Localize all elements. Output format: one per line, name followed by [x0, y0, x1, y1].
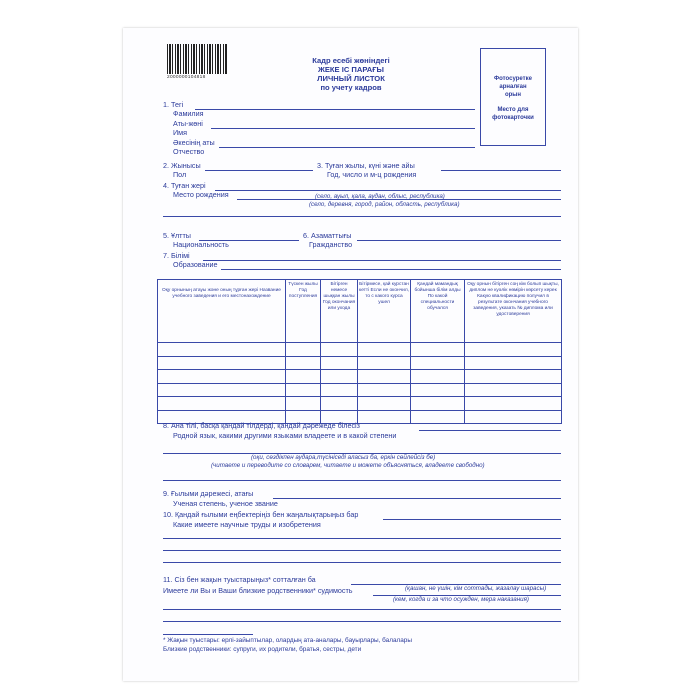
works-line-2[interactable]	[163, 538, 561, 539]
col-institution: Оқу орнының атауы және оның тұрған жері Название учебного заведения и его местонахождение	[158, 280, 286, 343]
field-nationality-ru: Национальность	[173, 240, 229, 249]
table-row[interactable]	[158, 397, 562, 411]
col-year-end: Бітірген немесе шыққан жылы Год окончания или ухода	[321, 280, 358, 343]
education-table-body	[158, 343, 562, 424]
footnote-ru: Близкие родственники: супруги, их родители, братья, сестры, дети	[163, 646, 362, 653]
barcode-bars	[167, 44, 227, 74]
name-line[interactable]	[211, 128, 475, 129]
section-11-kk: 11. Сіз бен жақын туыстарыңыз* сотталған ба	[163, 575, 316, 584]
section-11-hint-ru: (кем, когда и за что осужден, мера наказания)	[393, 596, 529, 603]
section-9-kk: 9. Ғылыми дәрежесі, атағы	[163, 489, 254, 498]
citizenship-line[interactable]	[357, 240, 561, 241]
header-line-4: по учету кадров	[320, 83, 382, 92]
section-11-hint-kk: (қашан, не үшін, кім соттады, жазалау шарасы)	[405, 585, 547, 592]
birthplace-line[interactable]	[215, 190, 561, 191]
col-course-left: Бітірмесе, қай курстан кетті Если не окончил, то с какого курса ушел	[358, 280, 411, 343]
col-specialty: Қандай мамандық бойынша білім алды По какой специальности обучался	[411, 280, 465, 343]
header-line-3: ЛИЧНЫЙ ЛИСТОК	[317, 74, 385, 83]
works-line-3[interactable]	[163, 550, 561, 551]
col-year-start: Түскен жылы Год поступления	[286, 280, 321, 343]
barcode-number: 2000000104818	[167, 75, 206, 80]
form-header	[261, 56, 441, 92]
table-row[interactable]	[158, 343, 562, 357]
education-line-2[interactable]	[221, 269, 561, 270]
field-surname-kk: 1. Тегі	[163, 100, 184, 109]
field-gender-kk: 2. Жынысы	[163, 161, 201, 170]
birthplace-hint-kk: (село, ауыл, қала, аудан, облыс, республика)	[315, 193, 445, 200]
header-line-2: ЖЕКЕ ІС ПАРАҒЫ	[317, 65, 384, 74]
languages-line[interactable]	[419, 430, 561, 431]
field-birthplace-kk: 4. Туған жері	[163, 181, 206, 190]
photo-label-kk-3: орын	[504, 92, 522, 98]
section-11-ru: Имеете ли Вы и Ваши близкие родственники* судимость	[163, 586, 353, 595]
field-gender-ru: Пол	[173, 170, 187, 179]
photo-label-ru-2: фотокарточки	[492, 115, 534, 121]
field-birthdate-kk: 3. Туған жылы, күні және айы	[317, 161, 415, 170]
section-8-hint-kk: (оқи, сөздікпен аудара,түсініседі алаcыз ба, еркін сөйлейсіз бе)	[251, 454, 436, 461]
education-line[interactable]	[203, 260, 561, 261]
field-patronymic-ru: Отчество	[173, 147, 205, 156]
birthplace-hint-ru: (село, деревня, город, район, область, республика)	[309, 201, 460, 208]
barcode	[167, 44, 227, 84]
section-8-hint-ru: (читаете и переводите со словарем, читаете и можете объясняться, владеете свободно)	[211, 462, 485, 469]
languages-line-3[interactable]	[163, 480, 561, 481]
table-row[interactable]	[158, 370, 562, 384]
field-birthplace-ru: Место рождения	[173, 190, 229, 199]
education-table	[157, 279, 562, 424]
field-name-kk: Аты-жөні	[173, 119, 203, 128]
header-line-1: Кадр есебі жөніндегі	[312, 56, 390, 65]
works-line-4[interactable]	[163, 562, 561, 563]
field-birthdate-ru: Год, число и м-ц рождения	[327, 170, 417, 179]
photo-label-kk-1: Фотосуретке	[494, 76, 532, 82]
photo-label-kk-2: арналған	[499, 84, 527, 90]
section-10-ru: Какие имеете научные труды и изобретения	[173, 520, 321, 529]
field-name-ru: Имя	[173, 128, 187, 137]
patronymic-line[interactable]	[219, 147, 475, 148]
table-row[interactable]	[158, 383, 562, 397]
field-surname-ru: Фамилия	[173, 109, 204, 118]
convictions-line-3[interactable]	[163, 609, 561, 610]
photo-label-ru-1: Место для	[497, 107, 529, 113]
col-qualification: Оқу орнын бітірген соң кім болып шықты, диплом не куәлік нөмірін көрсету керек Какую квалификацию получил в результате окончания учебного заведения, указать № диплома или удостоверения	[465, 280, 562, 343]
works-line[interactable]	[383, 519, 561, 520]
field-citizenship-ru: Гражданство	[309, 240, 353, 249]
field-nationality-kk: 5. Ұлтты	[163, 231, 191, 240]
birthdate-line[interactable]	[441, 170, 561, 171]
personal-record-form	[123, 28, 578, 681]
surname-line[interactable]	[195, 109, 475, 110]
section-8-kk: 8. Ана тілі, басқа қандай тілдерді, қандай дәрежеде білесіз	[163, 421, 360, 430]
degree-line[interactable]	[273, 498, 561, 499]
gender-line[interactable]	[205, 170, 313, 171]
footnote-divider	[163, 634, 253, 635]
field-patronymic-kk: Әкесінің аты	[173, 138, 215, 147]
section-9-ru: Ученая степень, ученое звание	[173, 499, 278, 508]
table-row[interactable]	[158, 356, 562, 370]
photo-placeholder	[480, 48, 546, 146]
field-citizenship-kk: 6. Азаматтығы	[303, 231, 352, 240]
education-table-header	[158, 280, 562, 343]
convictions-line-4[interactable]	[163, 621, 561, 622]
birthplace-line-3[interactable]	[163, 216, 561, 217]
field-education-ru: Образование	[173, 260, 218, 269]
footnote-kk: * Жақын туыстары: ерлі-зайыптылар, олардың ата-аналары, бауырлары, балалары	[163, 637, 412, 644]
field-education-kk: 7. Білімі	[163, 251, 190, 260]
section-10-kk: 10. Қандай ғылыми еңбектеріңіз бен жаңалықтарыңыз бар	[163, 510, 359, 519]
section-8-ru: Родной язык, какими другими языками владеете и в какой степени	[173, 431, 397, 440]
